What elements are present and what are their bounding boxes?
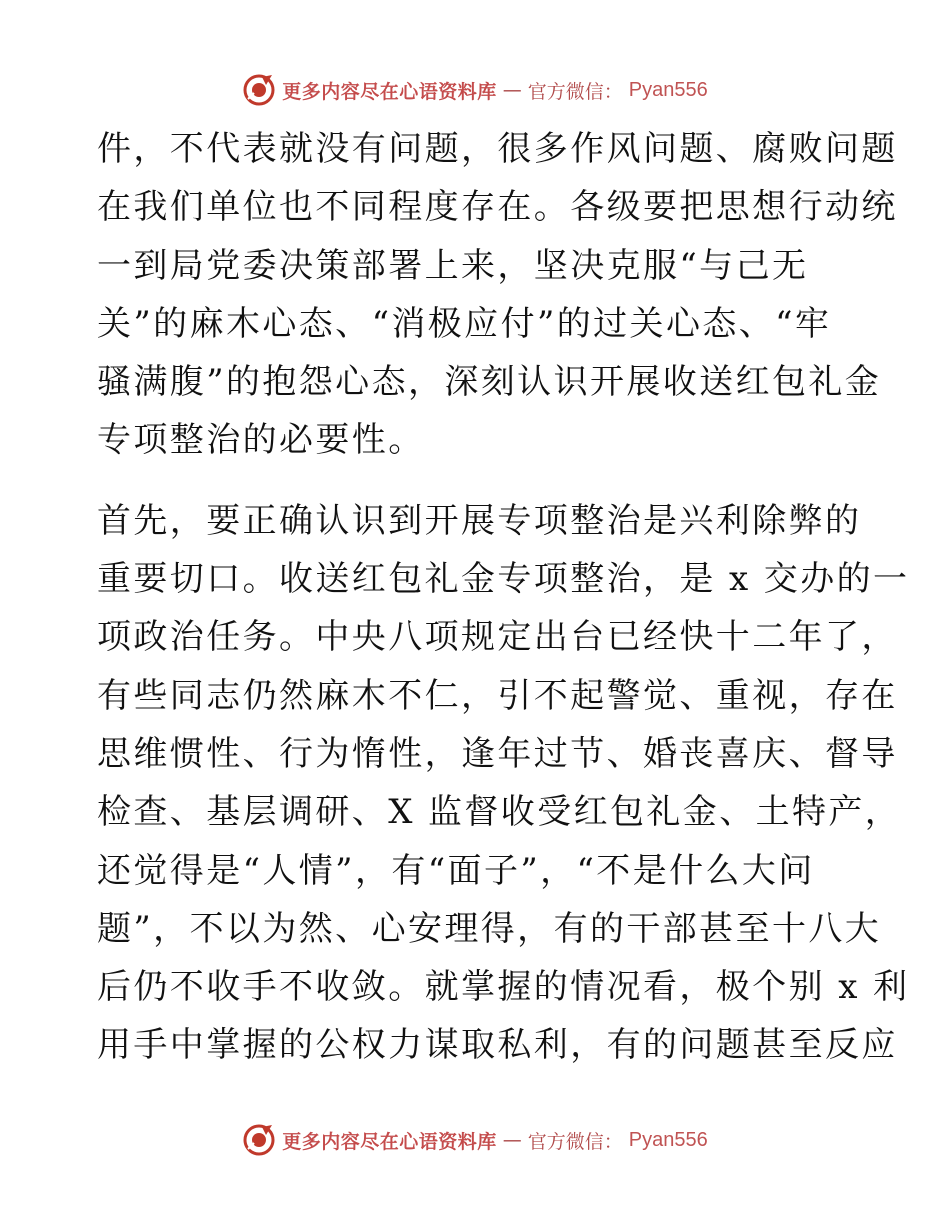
text-line: 项政治任务。中央八项规定出台已经快十二年了， (97, 617, 898, 658)
text-line: 专项整治的必要性。 (97, 420, 425, 461)
text-line: 思维惯性、行为惰性，逢年过节、婚丧喜庆、督导 (97, 733, 898, 774)
watermark-header (0, 70, 950, 110)
text-line: 在我们单位也不同程度存在。各级要把思想行动统 (97, 187, 898, 228)
text-line: 骚满腹”的抱怨心态，深刻认识开展收送红包礼金 (97, 362, 882, 403)
text-line: 首先，要正确认识到开展专项整治是兴利除弊的 (97, 500, 862, 541)
text-line: 用手中掌握的公权力谋取私利，有的问题甚至反应 (97, 1025, 898, 1066)
text-line: 一到局党委决策部署上来，坚决克服“与己无 (97, 245, 809, 286)
brush-logo-icon (242, 73, 276, 107)
watermark-wechat-id: Pyan556 (628, 1128, 708, 1151)
text-line: 重要切口。收送红包礼金专项整治，是 x 交办的一 (97, 559, 910, 600)
text-line: 题”，不以为然、心安理得，有的干部甚至十八大 (97, 908, 882, 949)
watermark-official-label: 官方微信： (527, 80, 623, 103)
watermark-official-label: 官方微信： (527, 1130, 623, 1153)
paragraph-1 (97, 120, 898, 470)
watermark-dash: — (502, 79, 522, 101)
watermark-brand: 更多内容尽在心语资料库 (282, 80, 497, 103)
watermark-brand: 更多内容尽在心语资料库 (282, 1130, 497, 1153)
paragraph-2 (97, 492, 910, 1075)
text-line: 检查、基层调研、X 监督收受红包礼金、土特产， (97, 792, 902, 833)
brush-logo-icon (242, 1123, 276, 1157)
watermark-wechat-id: Pyan556 (628, 78, 708, 101)
document-body (97, 120, 910, 1075)
text-line: 有些同志仍然麻木不仁，引不起警觉、重视，存在 (97, 675, 898, 716)
watermark-dash: — (502, 1129, 522, 1151)
watermark-footer (0, 1120, 950, 1160)
text-line: 关”的麻木心态、“消极应付”的过关心态、“牢 (97, 303, 832, 344)
text-line: 件，不代表就没有问题，很多作风问题、腐败问题 (97, 129, 898, 169)
text-line: 后仍不收手不收敛。就掌握的情况看，极个别 x 利 (97, 967, 910, 1008)
text-line: 还觉得是“人情”，有“面子”，“不是什么大问 (97, 850, 815, 891)
